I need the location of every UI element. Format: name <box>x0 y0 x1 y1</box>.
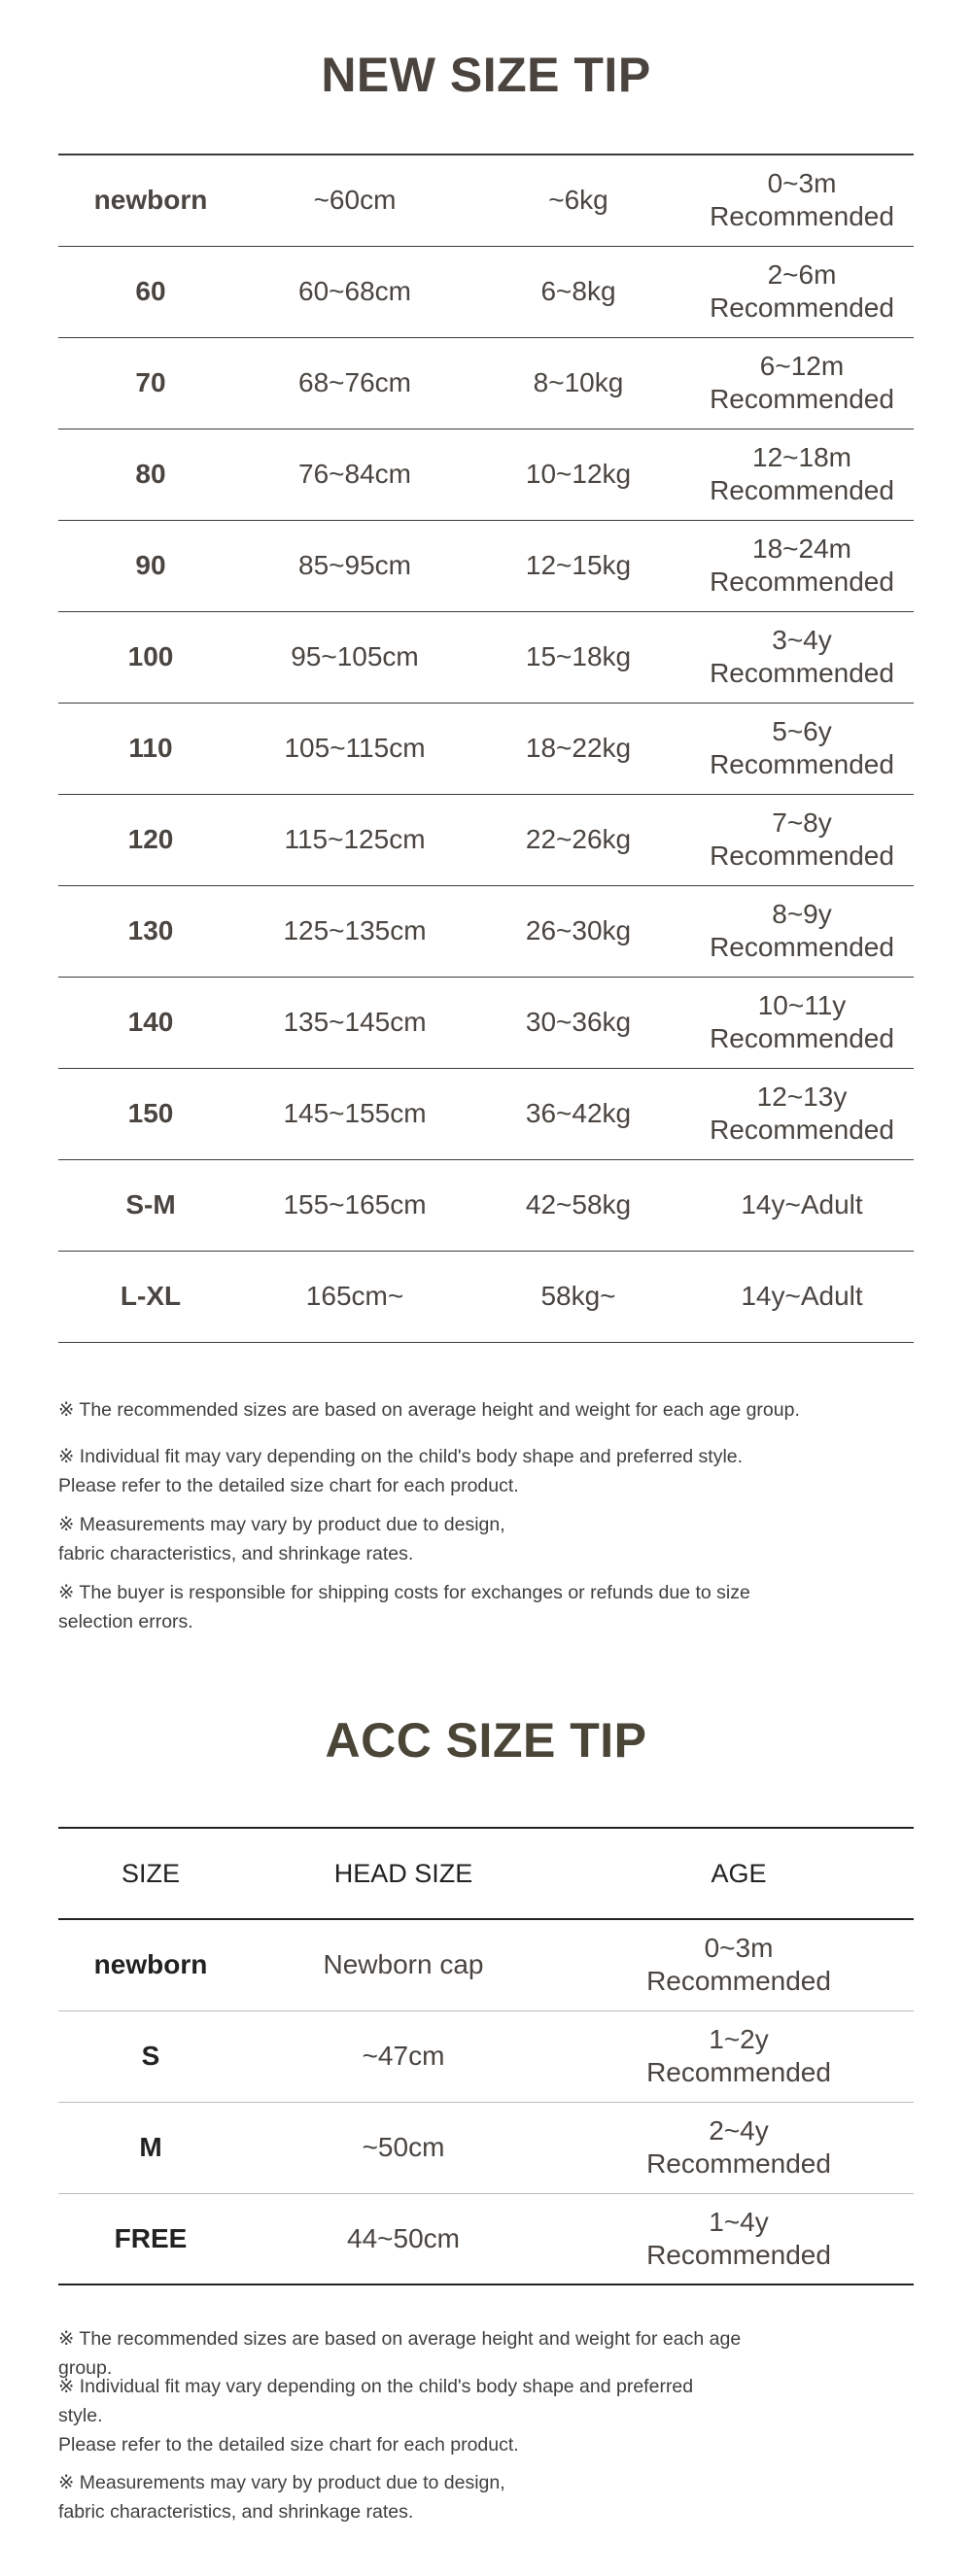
height-cell: 105~115cm <box>243 703 467 794</box>
note-line: fabric characteristics, and shrinkage rates. <box>58 1543 414 1564</box>
note-line: Please refer to the detailed size chart for each product. <box>58 2434 519 2456</box>
table-row <box>58 1919 914 2010</box>
age-range: 5~6y <box>772 716 832 746</box>
acc-header-head-size: HEAD SIZE <box>243 1828 564 1919</box>
age-range: 14y~Adult <box>741 1281 863 1311</box>
head-size-cell: 44~50cm <box>347 2222 460 2253</box>
note-line: ※ Measurements may vary by product due to design, <box>58 1514 505 1535</box>
acc-note-2 <box>58 2372 816 2459</box>
size-cell: 60 <box>58 246 243 337</box>
note-line: fabric characteristics, and shrinkage rates. <box>58 2501 414 2523</box>
size-cell: 70 <box>58 337 243 429</box>
age-cell <box>564 1919 914 2010</box>
recommended-label: Recommended <box>710 1115 894 1145</box>
weight-cell: 58kg~ <box>467 1251 690 1342</box>
age-range: 6~12m <box>759 351 845 381</box>
table-row <box>58 246 914 337</box>
age-cell <box>690 977 914 1068</box>
size-cell: 90 <box>58 520 243 611</box>
weight-cell: 15~18kg <box>467 611 690 703</box>
height-cell: 60~68cm <box>243 246 467 337</box>
weight-cell: 8~10kg <box>467 337 690 429</box>
size-cell: 140 <box>58 977 243 1068</box>
age-range: 12~13y <box>756 1082 848 1112</box>
recommended-label: Recommended <box>646 2148 831 2179</box>
table-row <box>58 1159 914 1251</box>
age-cell <box>690 1068 914 1159</box>
note-line: ※ The recommended sizes are based on average height and weight for each age <box>58 2328 742 2350</box>
recommended-label: Recommended <box>710 201 894 232</box>
height-cell: 95~105cm <box>243 611 467 703</box>
size-cell: 80 <box>58 429 243 520</box>
recommended-label: Recommended <box>646 2239 831 2270</box>
height-cell: 165cm~ <box>243 1251 467 1342</box>
size-cell: S <box>58 2010 243 2102</box>
age-range: 0~3m <box>767 168 837 199</box>
head-size-cell: ~50cm <box>243 2102 564 2193</box>
weight-cell: 30~36kg <box>467 977 690 1068</box>
weight-cell: 22~26kg <box>467 794 690 885</box>
table-row <box>58 520 914 611</box>
table-row <box>58 2102 914 2193</box>
age-range: 3~4y <box>772 625 832 655</box>
acc-size-table <box>58 1827 914 2285</box>
recommended-label: Recommended <box>710 384 894 414</box>
height-cell: 85~95cm <box>243 520 467 611</box>
note-line: ※ Measurements may vary by product due to design, <box>58 2472 505 2493</box>
recommended-label: Recommended <box>710 567 894 597</box>
weight-cell: 6~8kg <box>467 246 690 337</box>
size-cell: FREE <box>114 2222 188 2253</box>
weight-cell: 10~12kg <box>467 429 690 520</box>
age-cell <box>690 611 914 703</box>
new-note-4 <box>58 1578 816 1636</box>
table-row <box>58 977 914 1068</box>
weight-cell: ~6kg <box>467 155 690 246</box>
table-row <box>58 155 914 246</box>
age-range: 12~18m <box>752 442 851 472</box>
weight-cell: 26~30kg <box>467 885 690 977</box>
table-row <box>58 885 914 977</box>
age-range: 2~6m <box>767 259 837 290</box>
age-cell <box>690 429 914 520</box>
age-range: 0~3m <box>704 1933 774 1964</box>
table-row <box>58 1068 914 1159</box>
age-cell <box>690 337 914 429</box>
acc-note-3 <box>58 2468 816 2526</box>
table-row <box>58 611 914 703</box>
height-cell: 76~84cm <box>243 429 467 520</box>
age-cell <box>690 1251 914 1342</box>
recommended-label: Recommended <box>710 475 894 505</box>
height-cell: 135~145cm <box>243 977 467 1068</box>
age-cell <box>690 520 914 611</box>
note-line: Please refer to the detailed size chart for each product. <box>58 1475 519 1496</box>
table-row <box>58 337 914 429</box>
size-cell: 120 <box>58 794 243 885</box>
table-row <box>58 429 914 520</box>
size-cell: 150 <box>58 1068 243 1159</box>
recommended-label: Recommended <box>710 1023 894 1053</box>
acc-size-tip-title: ACC SIZE TIP <box>325 1713 647 1768</box>
acc-header-size: SIZE <box>58 1828 243 1919</box>
age-cell <box>690 155 914 246</box>
recommended-label: Recommended <box>710 932 894 962</box>
weight-cell: 12~15kg <box>467 520 690 611</box>
age-cell <box>690 246 914 337</box>
size-cell: S-M <box>58 1159 243 1251</box>
recommended-label: Recommended <box>710 841 894 871</box>
height-cell: 155~165cm <box>243 1159 467 1251</box>
size-cell: 100 <box>58 611 243 703</box>
weight-cell: 42~58kg <box>467 1159 690 1251</box>
head-size-cell: Newborn cap <box>243 1919 564 2010</box>
size-cell: M <box>58 2102 243 2193</box>
note-line: ※ The recommended sizes are based on average height and weight for each age group. <box>58 1399 800 1421</box>
size-cell: newborn <box>58 155 243 246</box>
new-note-2 <box>58 1442 816 1500</box>
new-size-table <box>58 154 914 1343</box>
age-range: 14y~Adult <box>741 1189 863 1219</box>
note-line: selection errors. <box>58 1611 193 1632</box>
age-range: 8~9y <box>772 899 832 929</box>
note-line: style. <box>58 2405 103 2426</box>
acc-table-header-row <box>58 1828 914 1919</box>
weight-cell: 18~22kg <box>467 703 690 794</box>
size-cell: newborn <box>58 1919 243 2010</box>
weight-cell: 36~42kg <box>467 1068 690 1159</box>
height-cell: 125~135cm <box>243 885 467 977</box>
note-line: ※ The buyer is responsible for shipping costs for exchanges or refunds due to size <box>58 1582 750 1603</box>
recommended-label: Recommended <box>646 1966 831 1997</box>
height-cell: ~60cm <box>243 155 467 246</box>
table-row <box>58 703 914 794</box>
note-line: group. <box>58 2357 113 2379</box>
age-range: 10~11y <box>757 990 847 1020</box>
table-row <box>58 1251 914 1342</box>
age-cell <box>690 1159 914 1251</box>
height-cell: 145~155cm <box>243 1068 467 1159</box>
head-size-cell: ~47cm <box>243 2010 564 2102</box>
height-cell: 115~125cm <box>243 794 467 885</box>
age-cell <box>564 2010 914 2102</box>
table-row <box>58 2193 914 2284</box>
age-cell <box>564 2193 914 2284</box>
table-row <box>58 794 914 885</box>
recommended-label: Recommended <box>710 658 894 688</box>
age-cell <box>690 794 914 885</box>
age-range: 1~4y <box>709 2206 769 2237</box>
new-note-1 <box>58 1395 816 1425</box>
recommended-label: Recommended <box>646 2057 831 2087</box>
new-size-tip-title: NEW SIZE TIP <box>321 48 651 102</box>
age-cell <box>690 885 914 977</box>
size-cell: 110 <box>58 703 243 794</box>
size-cell: L-XL <box>58 1251 243 1342</box>
recommended-label: Recommended <box>710 749 894 779</box>
age-range: 1~2y <box>709 2024 769 2054</box>
recommended-label: Recommended <box>710 292 894 323</box>
note-line: ※ Individual fit may vary depending on the child's body shape and preferred <box>58 2376 694 2397</box>
age-range: 7~8y <box>772 807 832 838</box>
age-range: 18~24m <box>752 533 851 564</box>
new-note-3 <box>58 1510 816 1568</box>
size-cell: 130 <box>58 885 243 977</box>
age-cell <box>690 703 914 794</box>
age-cell <box>564 2102 914 2193</box>
table-row <box>58 2010 914 2102</box>
acc-header-age: AGE <box>564 1828 914 1919</box>
height-cell: 68~76cm <box>243 337 467 429</box>
age-range: 2~4y <box>709 2115 769 2146</box>
note-line: ※ Individual fit may vary depending on the child's body shape and preferred style. <box>58 1446 744 1467</box>
